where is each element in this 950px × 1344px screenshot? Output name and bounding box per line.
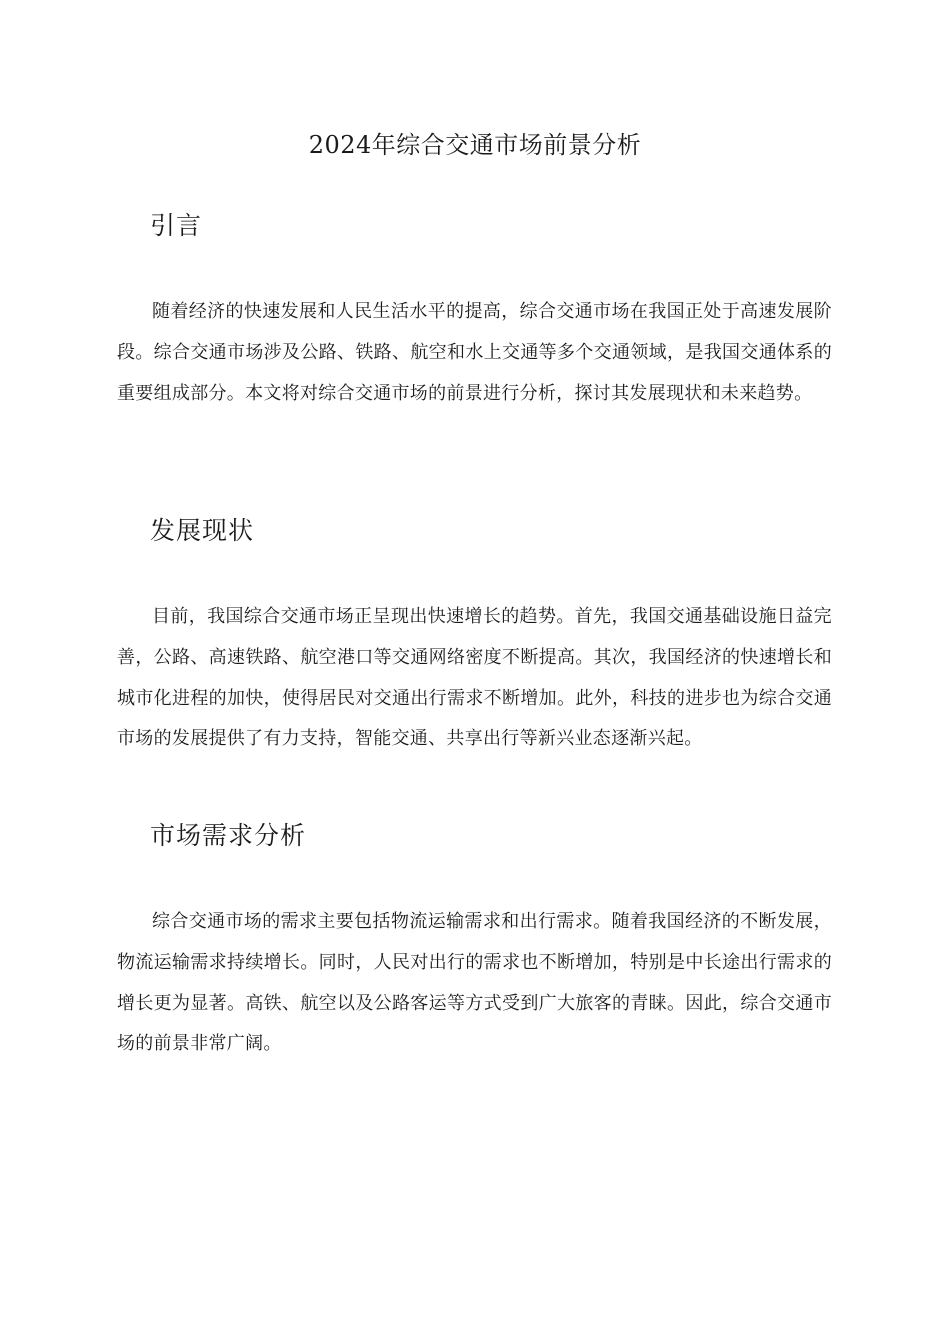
section-paragraph-current-status: 目前，我国综合交通市场正呈现出快速增长的趋势。首先，我国交通基础设施日益完善，公路、高速铁路、航空港口等交通网络密度不断提高。其次，我国经济的快速增长和城市化进程的加快，使得居民对交通出行需求不断增加。此外，科技的进步也为综合交通市场的发展提供了有力支持，智能交通、共享出行等新兴业态逐渐兴起。 <box>117 606 832 750</box>
section-paragraph-market-demand: 综合交通市场的需求主要包括物流运输需求和出行需求。随着我国经济的不断发展，物流运输需求持续增长。同时，人民对出行的需求也不断增加，特别是中长途出行需求的增长更为显著。高铁、航空以及公路客运等方式受到广大旅客的青睐。因此，综合交通市场的前景非常广阔。 <box>117 911 832 1055</box>
section-heading-introduction: 引言 <box>150 211 203 240</box>
section-paragraph-introduction: 随着经济的快速发展和人民生活水平的提高，综合交通市场在我国正处于高速发展阶段。综合交通市场涉及公路、铁路、航空和水上交通等多个交通领域，是我国交通体系的重要组成部分。本文将对综合交通市场的前景进行分析，探讨其发展现状和未来趋势。 <box>117 301 832 404</box>
document-title: 2024年综合交通市场前景分析 <box>308 131 642 159</box>
section-heading-market-demand: 市场需求分析 <box>150 821 307 850</box>
section-heading-current-status: 发展现状 <box>150 516 255 545</box>
